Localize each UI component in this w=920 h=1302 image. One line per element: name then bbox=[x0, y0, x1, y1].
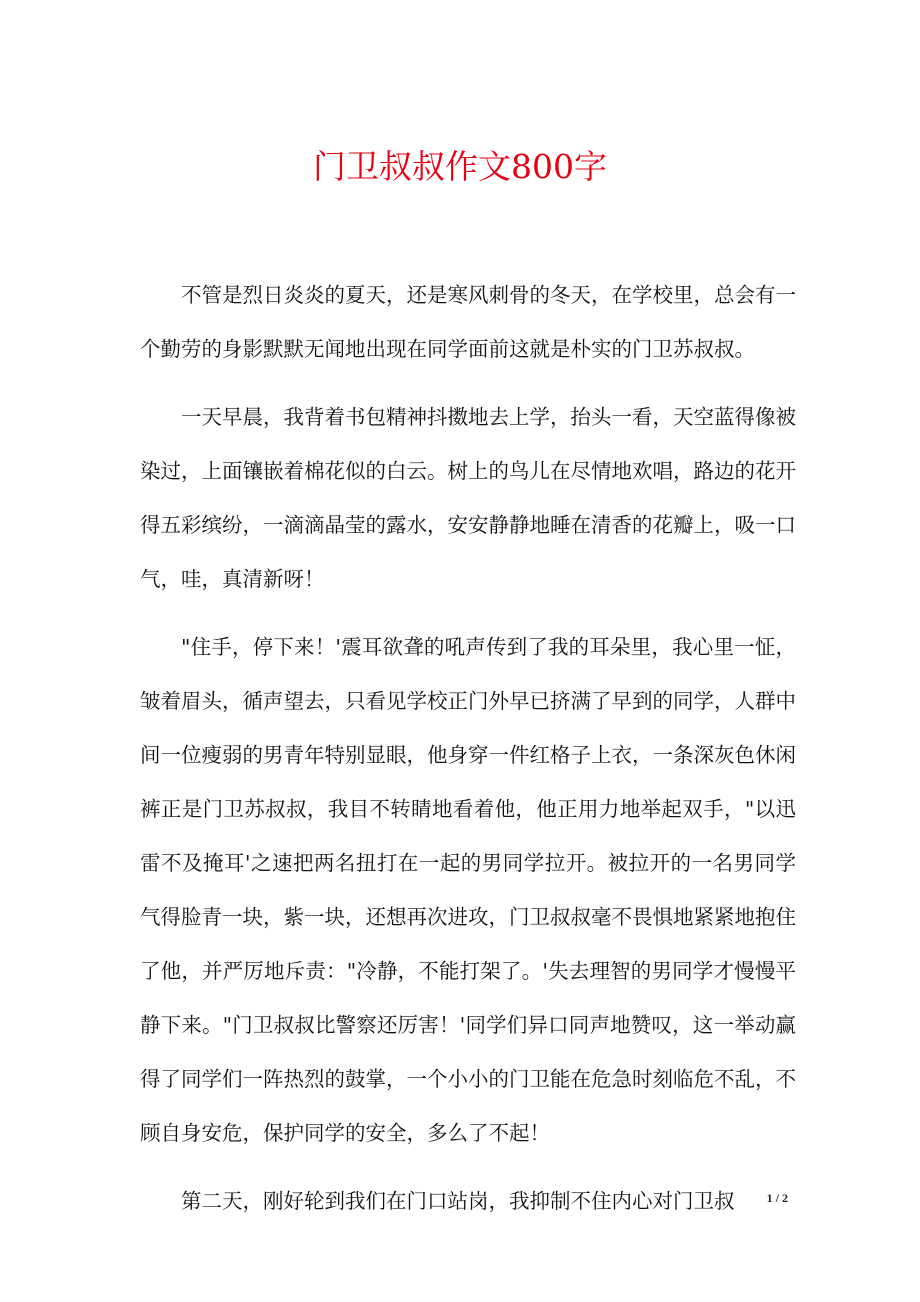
document-body bbox=[140, 268, 796, 1242]
paragraph-3: "住手，停下来！'震耳欲聋的吼声传到了我的耳朵里，我心里一怔，皱着眉头，循声望去，只看见学校正门外早已挤满了早到的同学，人群中间一位瘦弱的男青年特别显眼，他身穿一件红格子上衣，一条深灰色休闲裤正是门卫苏叔叔，我目不转睛地看着他，他正用力地举起双手，"以迅雷不及掩耳'之速把两名扭打在一起的男同学拉开。被拉开的一名男同学气得脸青一块，紫一块，还想再次进攻，门卫叔叔毫不畏惧地紧紧地抱住了他，并严厉地斥责："冷静，不能打架了。'失去理智的男同学才慢慢平静下来。"门卫叔叔比警察还厉害！'同学们异口同声地赞叹，这一举动赢得了同学们一阵热烈的鼓掌，一个小小的门卫能在危急时刻临危不乱，不顾自身安危，保护同学的安全，多么了不起！ bbox=[140, 635, 796, 1145]
paragraph-4: 第二天，刚好轮到我们在门口站岗，我抑制不住内心对门卫叔 bbox=[181, 1189, 735, 1213]
paragraph-1: 不管是烈日炎炎的夏天，还是寒风刺骨的冬天，在学校里，总会有一个勤劳的身影默默无闻地出现在同学面前这就是朴实的门卫苏叔叔。 bbox=[140, 283, 796, 361]
page-number: 1 / 2 bbox=[766, 1191, 788, 1205]
document-title: 门卫叔叔作文800字 bbox=[313, 147, 607, 186]
paragraph-2: 一天早晨，我背着书包精神抖擞地去上学，抬头一看，天空蓝得像被染过，上面镶嵌着棉花似的白云。树上的鸟儿在尽情地欢唱，路边的花开得五彩缤纷，一滴滴晶莹的露水，安安静静地睡在清香的花瓣上，吸一口气，哇，真清新呀！ bbox=[140, 405, 796, 591]
